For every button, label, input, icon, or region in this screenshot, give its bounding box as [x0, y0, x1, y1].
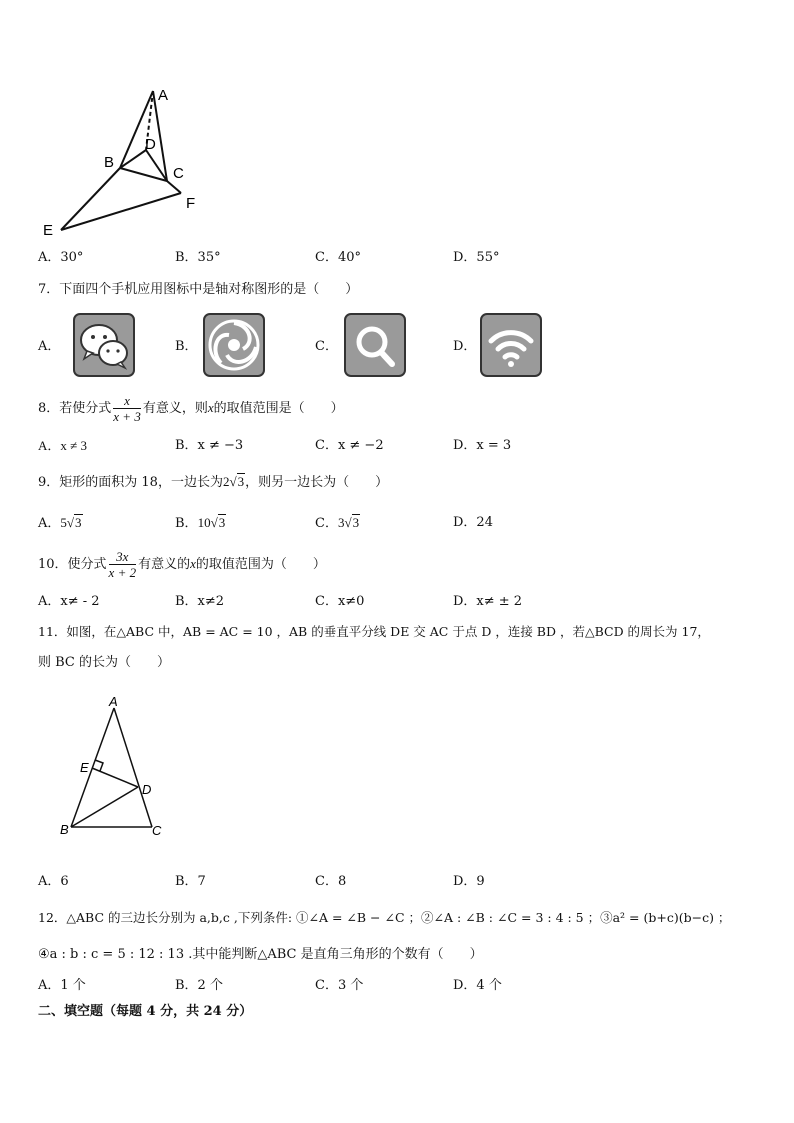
q11-stem-line1: 11．如图，在△ABC 中，AB = AC = 10 ，AB 的垂直平分线 DE 交 AC 于点 D ，连接 BD ，若△BCD 的周长为 17， — [38, 624, 710, 639]
q7-option-d[interactable]: D． — [453, 339, 477, 354]
label-E: E — [43, 222, 54, 239]
q11-stem-line2: 则 BC 的长为（ ） — [38, 655, 171, 670]
q10-option-b[interactable]: B．x≠2 — [175, 594, 225, 609]
q11-figure — [55, 692, 185, 842]
label-A: A — [109, 694, 118, 709]
q9-option-b[interactable]: B．10√3 — [175, 515, 226, 531]
q11-option-c[interactable]: C．8 — [315, 874, 347, 889]
label-C: C — [152, 823, 162, 838]
label-D: D — [142, 782, 152, 797]
q6-option-b[interactable]: B．35° — [175, 250, 221, 265]
q12-option-a[interactable]: A．1 个 — [38, 978, 86, 993]
wechat-icon — [73, 313, 135, 377]
q9-option-c[interactable]: C．3√3 — [315, 515, 360, 531]
q7-option-c[interactable]: C． — [315, 339, 338, 354]
q10-option-a[interactable]: A．x≠ - 2 — [38, 594, 100, 609]
q7-stem: 7．下面四个手机应用图标中是轴对称图形的是（ ） — [38, 282, 359, 297]
q9-option-d[interactable]: D．24 — [453, 515, 493, 530]
q12-stem-line1: 12．△ABC 的三边长分别为 a,b,c ,下列条件: ①∠A = ∠B − ∠C ；②∠A : ∠B : ∠C = 3 : 4 : 5 ；③a² = (b+c)(b−c) ； — [38, 910, 731, 925]
q12-stem-line2: ④a : b : c = 5 : 12 : 13 .其中能判断△ABC 是直角三角形的个数有（ ） — [38, 947, 483, 962]
q8-fraction: $\frac{x}{x + 3}$ — [113, 393, 141, 424]
label-D: D — [145, 136, 156, 153]
q9-option-a[interactable]: A．5√3 — [38, 515, 82, 531]
q10-fraction: $\frac{3x}{x + 2}$ — [108, 549, 137, 580]
label-E: E — [80, 760, 89, 775]
q8-option-a[interactable]: A．x ≠ 3 — [38, 438, 88, 453]
label-C: C — [173, 165, 184, 182]
swirl-icon — [203, 313, 265, 377]
q8-stem: 8．若使分式 $\frac{x}{x + 3}$ 有意义，则x的取值范围是（ ） — [38, 393, 344, 424]
q11-option-a[interactable]: A．6 — [38, 874, 69, 889]
q10-stem: 10．使分式 $\frac{3x}{x + 2}$ 有意义的x的取值范围为（ ） — [38, 549, 326, 580]
q7-option-b[interactable]: B． — [175, 339, 198, 354]
q8-option-d[interactable]: D．x = 3 — [453, 438, 512, 453]
q8-option-b[interactable]: B．x ≠ −3 — [175, 438, 244, 453]
label-B: B — [60, 822, 69, 837]
q7-option-a[interactable]: A． — [38, 339, 61, 354]
q12-option-c[interactable]: C．3 个 — [315, 978, 364, 993]
section-title: 二、填空题（每题 4 分，共 24 分） — [38, 1004, 253, 1019]
q10-option-c[interactable]: C．x≠0 — [315, 594, 365, 609]
q12-option-b[interactable]: B．2 个 — [175, 978, 223, 993]
q9-stem: 9．矩形的面积为 18，一边长为2√3，则另一边长为（ ） — [38, 474, 389, 490]
q8-option-c[interactable]: C．x ≠ −2 — [315, 438, 384, 453]
q6-option-c[interactable]: C．40° — [315, 250, 361, 265]
q6-option-d[interactable]: D．55° — [453, 250, 500, 265]
label-F: F — [186, 195, 196, 212]
wifi-icon — [480, 313, 542, 377]
q11-option-d[interactable]: D．9 — [453, 874, 485, 889]
label-A: A — [158, 87, 169, 104]
q6-option-a[interactable]: A．30° — [38, 250, 84, 265]
q12-option-d[interactable]: D．4 个 — [453, 978, 502, 993]
q11-option-b[interactable]: B．7 — [175, 874, 206, 889]
q10-option-d[interactable]: D．x≠ ± 2 — [453, 594, 523, 609]
q6-figure — [40, 80, 220, 240]
label-B: B — [104, 154, 115, 171]
search-icon — [344, 313, 406, 377]
